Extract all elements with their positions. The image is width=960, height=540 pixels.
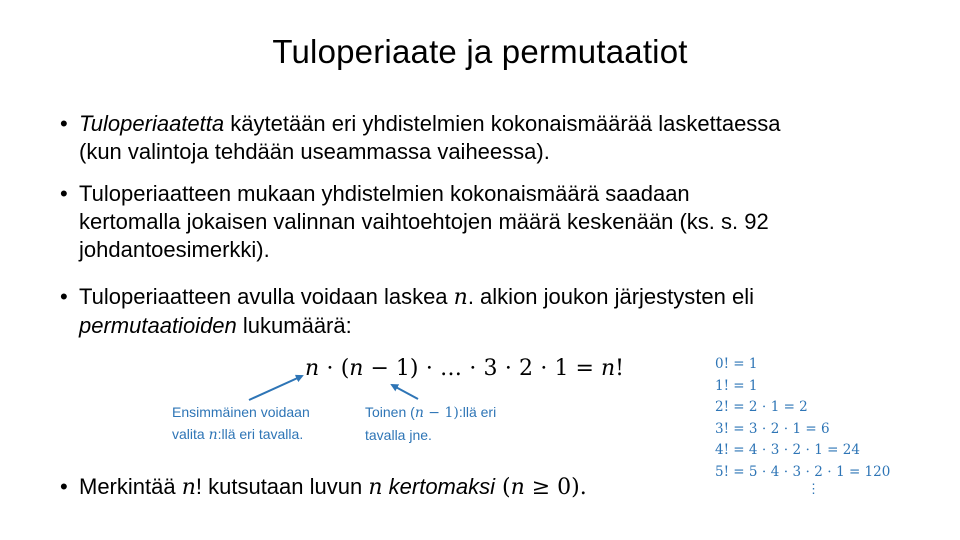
math-variable: n — [305, 356, 320, 381]
math-variable: n — [349, 356, 364, 381]
bullet-item-product-rule-explanation — [60, 180, 920, 264]
text-run: tavalla jne. — [365, 427, 432, 443]
bullet-item-permutations — [60, 283, 920, 340]
emphasis-text: kertomaksi — [388, 474, 495, 499]
math-variable: n — [208, 427, 218, 443]
bullet-text — [79, 110, 920, 166]
emphasis-text: Tuloperiaatetta — [79, 111, 225, 136]
text-line — [79, 283, 920, 312]
text-line — [79, 180, 920, 208]
text-run: Tuloperiaatteen avulla voidaan laskea — [79, 284, 454, 309]
math-expression: ≥ 0). — [524, 475, 587, 500]
text-run: :llä eri tavalla. — [217, 426, 304, 442]
math-expression: − 1) ⋅ … ⋅ 3 ⋅ 2 ⋅ 1 = — [363, 356, 601, 381]
math-variable: n — [368, 475, 383, 500]
text-line — [79, 110, 920, 138]
text-line — [79, 312, 920, 340]
emphasis-text: permutaatioiden — [79, 313, 237, 338]
text-line — [79, 473, 920, 502]
text-line — [79, 236, 920, 264]
bullet-dot-icon: • — [60, 181, 68, 206]
annotation-second-choice — [365, 401, 496, 446]
math-variable: n — [600, 356, 616, 381]
factorial-line: 3! = 3 ⋅ 2 ⋅ 1 = 6 — [715, 420, 830, 437]
text-run: Merkintää — [79, 474, 182, 499]
bullet-dot-icon: • — [60, 284, 68, 309]
text-line — [365, 424, 496, 446]
factorial-line: 0! = 1 — [715, 356, 758, 372]
text-line — [79, 138, 920, 166]
text-line — [172, 401, 310, 423]
math-variable: n — [453, 285, 468, 310]
bullet-text — [79, 283, 920, 340]
permutation-formula — [305, 356, 624, 381]
bullet-text — [79, 473, 920, 502]
bullet-item-factorial-definition — [60, 473, 920, 502]
math-expression: ( — [495, 475, 511, 500]
math-variable: n — [414, 405, 424, 421]
text-run: lukumäärä: — [236, 313, 352, 338]
text-run: ! kutsutaan luvun — [195, 474, 369, 499]
text-run: :llä eri — [458, 404, 497, 420]
math-variable: n — [510, 475, 525, 500]
math-expression: ! — [615, 356, 624, 381]
text-run: . alkion joukon järjestysten eli — [467, 284, 754, 309]
math-expression: − 1) — [423, 405, 459, 421]
text-run: johdantoesimerkki). — [79, 237, 270, 262]
text-line — [365, 401, 496, 424]
vertical-ellipsis-icon: ⋮ — [807, 482, 820, 497]
text-run: kertomalla jokaisen valinnan vaihtoehtojen määrä keskenään (ks. s. 92 — [79, 209, 769, 234]
factorial-line: 1! = 1 — [715, 377, 758, 394]
arrow-second-choice — [392, 385, 418, 399]
factorial-line: 4! = 4 ⋅ 3 ⋅ 2 ⋅ 1 = 24 — [715, 442, 860, 458]
text-run: Toinen ( — [365, 404, 415, 420]
math-variable: n — [181, 475, 196, 500]
text-run: käytetään eri yhdistelmien kokonaismäärää laskettaessa — [224, 111, 781, 136]
bullet-dot-icon: • — [60, 111, 68, 136]
text-run: Ensimmäinen voidaan — [172, 404, 310, 420]
bullet-dot-icon: • — [60, 474, 68, 499]
factorial-line: 5! = 5 ⋅ 4 ⋅ 3 ⋅ 2 ⋅ 1 = 120 — [715, 463, 891, 480]
text-run: Tuloperiaatteen mukaan yhdistelmien kokonaismäärä saadaan — [79, 181, 690, 206]
bullet-item-product-rule — [60, 110, 920, 166]
text-run: valita — [172, 426, 209, 442]
text-line — [172, 423, 310, 446]
text-line — [79, 208, 920, 236]
annotation-first-choice — [172, 401, 310, 446]
bullet-text — [79, 180, 920, 264]
arrow-first-choice — [249, 376, 302, 400]
text-run: (kun valintoja tehdään useammassa vaiheessa). — [79, 139, 550, 164]
slide-title: Tuloperiaate ja permutaatiot — [272, 33, 688, 70]
factorial-line: 2! = 2 ⋅ 1 = 2 — [715, 399, 808, 415]
math-expression: ⋅ ( — [319, 356, 350, 381]
